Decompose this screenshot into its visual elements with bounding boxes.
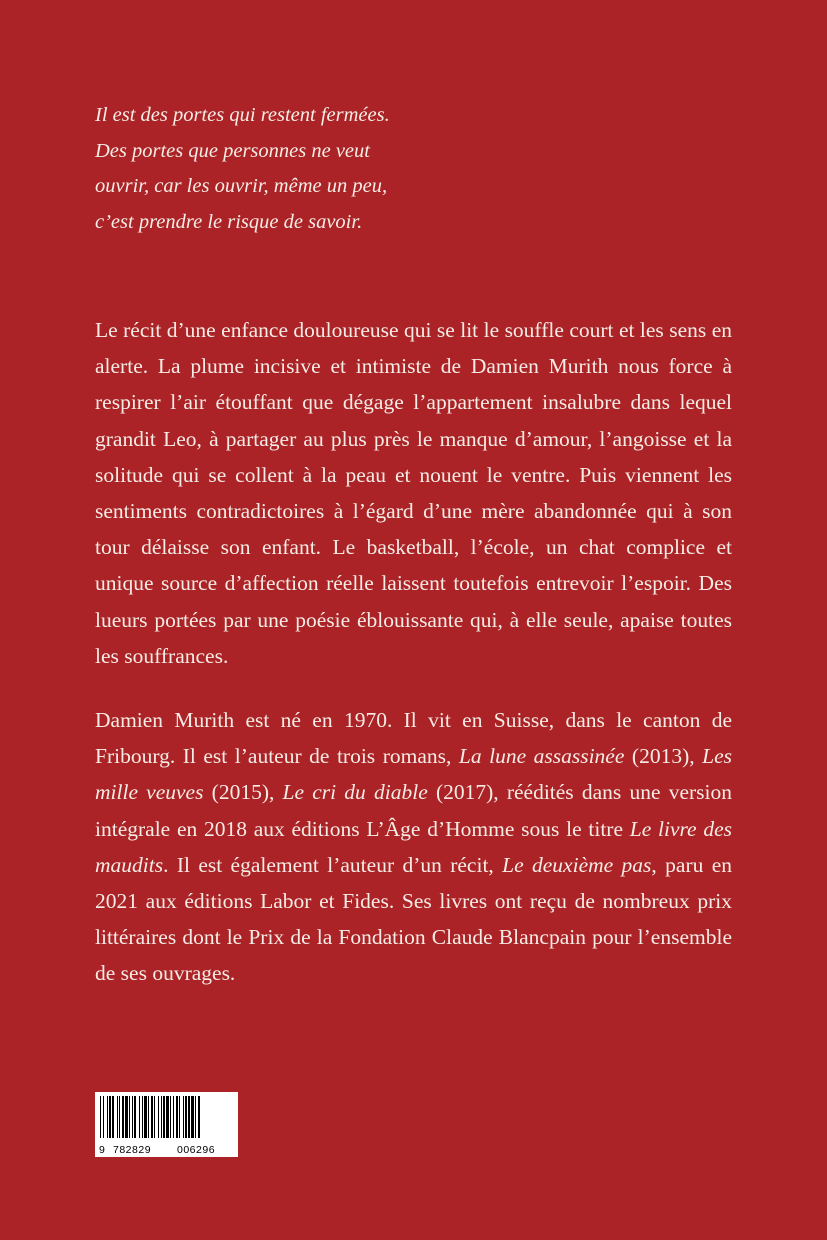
barcode-bars [99, 1096, 234, 1138]
epigraph-line: Il est des portes qui restent fermées. [95, 104, 390, 126]
epigraph-line: c’est prendre le risque de savoir. [95, 210, 363, 233]
barcode-digit-group2: 006296 [177, 1144, 216, 1156]
barcode-digit-left: 9 [99, 1144, 106, 1156]
bio-text-run: (2013), [624, 744, 703, 769]
epigraph-line: ouvrir, car les ouvrir, même un peu, [95, 175, 388, 197]
bio-text-run: . Il est également l’auteur d’un récit, [163, 852, 503, 877]
blurb-text: Le récit d’une enfance douloureuse qui se lit le souffle court et les sens en alerte. La plume incisive et intimiste de Damien Murith nous force à respirer l’air étouffant que dégage l’appartement insalubre dans lequel grandit Leo, à partager au plus près le manque d’amour, l’angoisse et la solitude qui se collent à la peau et nouent le ventre. Puis viennent les sentiments contradictoires à l’égard d’une mère abandonnée qui à son tour délaisse son enfant. Le basketball, l’école, un chat complice et unique source d’affection réelle laissent toutefois entrevoir l’espoir. Des lueurs portées par une poésie éblouissante qui, à elle seule, apaise toutes les souffrances. [95, 318, 732, 668]
blurb-paragraph [95, 312, 732, 674]
epigraph-line: Des portes que personnes ne veut [95, 139, 370, 162]
author-bio [95, 702, 732, 992]
book-title: Le cri du diable [282, 780, 428, 805]
book-title: Les mille veuves [95, 744, 732, 805]
barcode-digits [99, 1144, 234, 1159]
barcode-digit-group1: 782829 [113, 1144, 152, 1156]
epigraph-quote [95, 98, 495, 240]
book-title: Le deuxième pas [502, 852, 652, 877]
bio-text-run: (2015), [203, 780, 283, 805]
book-title: Le livre des maudits [95, 816, 732, 877]
bio-text-run: (2017), réédités dans une version intégrale en 2018 aux éditions L’Âge d’Homme sous le titre [95, 780, 732, 841]
isbn-barcode [95, 1092, 238, 1157]
book-title: La lune assassinée [458, 744, 625, 769]
author-bio-text [95, 702, 732, 992]
bio-text-run: Damien Murith est né en 1970. Il vit en Suisse, dans le canton de Fribourg. Il est l’auteur de trois romans, [95, 708, 732, 769]
bio-text-run: , paru en 2021 aux éditions Labor et Fides. Ses livres ont reçu de nombreux prix littéraires dont le Prix de la Fondation Claude Blancpain pour l’ensemble de ses ouvrages. [95, 852, 733, 986]
